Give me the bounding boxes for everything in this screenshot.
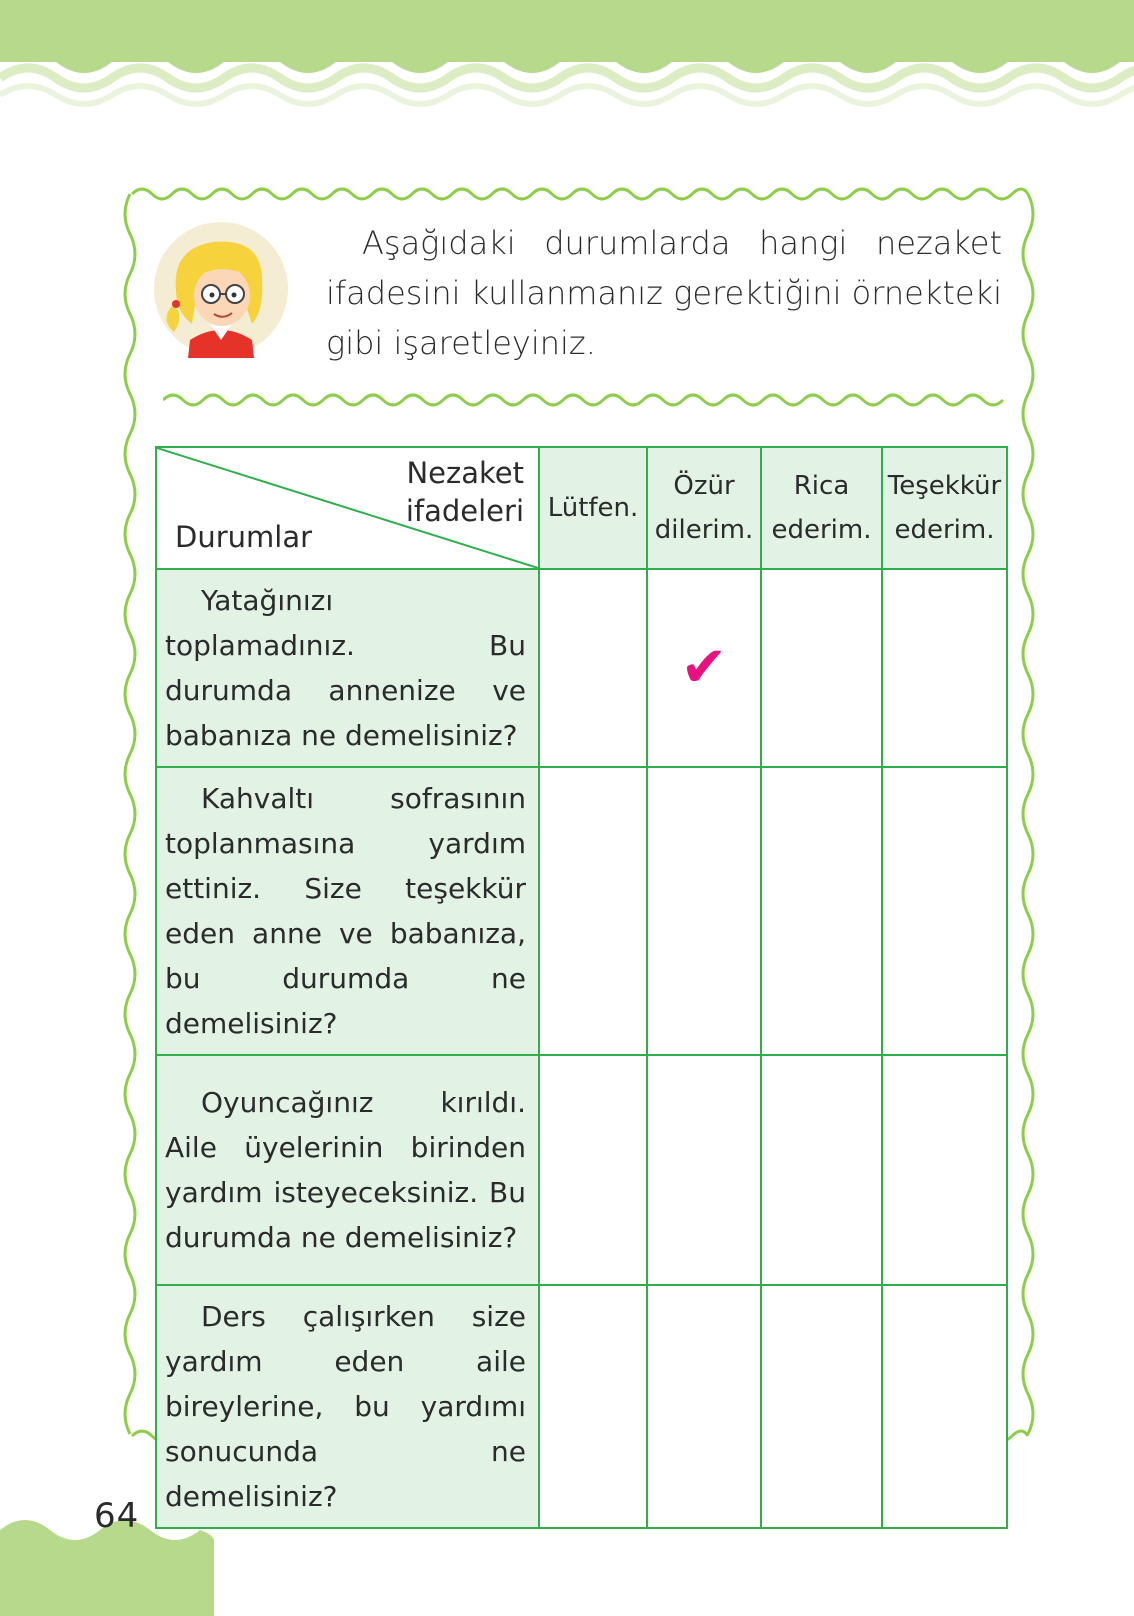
answer-cell[interactable] [761,1285,882,1528]
table-row [156,1285,1007,1528]
situation-cell: Kahvaltı sofrasının toplanmasına yardım ettiniz. Size teşekkür eden anne ve babanıza, bu durumda ne demelisiniz? [156,767,539,1055]
column-header-lutfen: Lütfen. [539,447,647,569]
check-mark-icon: ✔ [680,635,728,700]
corner-label-situations: Durumlar [175,520,313,554]
answer-cell[interactable] [882,569,1007,767]
table-row [156,767,1007,1055]
instruction-text: Aşağıdaki durumlarda hangi nezaket ifadesini kullanmanız gerektiğini örnekteki gibi işaretleyiniz. [326,224,1002,362]
girl-with-glasses-icon [152,220,290,358]
answer-cell[interactable] [647,1285,761,1528]
answer-cell[interactable] [761,569,882,767]
answer-cell[interactable] [882,1285,1007,1528]
answer-cell[interactable] [761,767,882,1055]
situation-cell: Oyuncağınız kırıldı. Aile üyelerinin birinden yardım isteyeceksiniz. Bu durumda ne demelisiniz? [156,1055,539,1285]
corner-header-cell [156,447,539,569]
situation-cell: Ders çalışırken size yardım eden aile bireylerine, bu yardımı sonucunda ne demelisiniz? [156,1285,539,1528]
answer-cell[interactable] [882,767,1007,1055]
situation-cell: Yatağınızı toplamadınız. Bu durumda annenize ve babanıza ne demelisiniz? [156,569,539,767]
answer-cell[interactable] [647,569,761,767]
table-row [156,1055,1007,1285]
answer-cell[interactable] [882,1055,1007,1285]
answer-cell[interactable] [539,569,647,767]
corner-label-expressions: Nezaket ifadeleri [405,456,524,528]
table-row [156,569,1007,767]
wavy-divider [163,388,1005,408]
answer-cell[interactable] [539,1285,647,1528]
answer-cell[interactable] [647,767,761,1055]
page-number: 64 [94,1496,140,1536]
column-header-ozur-dilerim: Özür dilerim. [647,447,761,569]
table-header-row [156,447,1007,569]
answer-cell[interactable] [761,1055,882,1285]
top-wave-band [0,0,1134,110]
answer-cell[interactable] [539,767,647,1055]
column-header-tesekkur-ederim: Teşekkür ederim. [882,447,1007,569]
answer-cell[interactable] [539,1055,647,1285]
nezaket-table [155,446,1008,1529]
answer-cell[interactable] [647,1055,761,1285]
column-header-rica-ederim: Rica ederim. [761,447,882,569]
